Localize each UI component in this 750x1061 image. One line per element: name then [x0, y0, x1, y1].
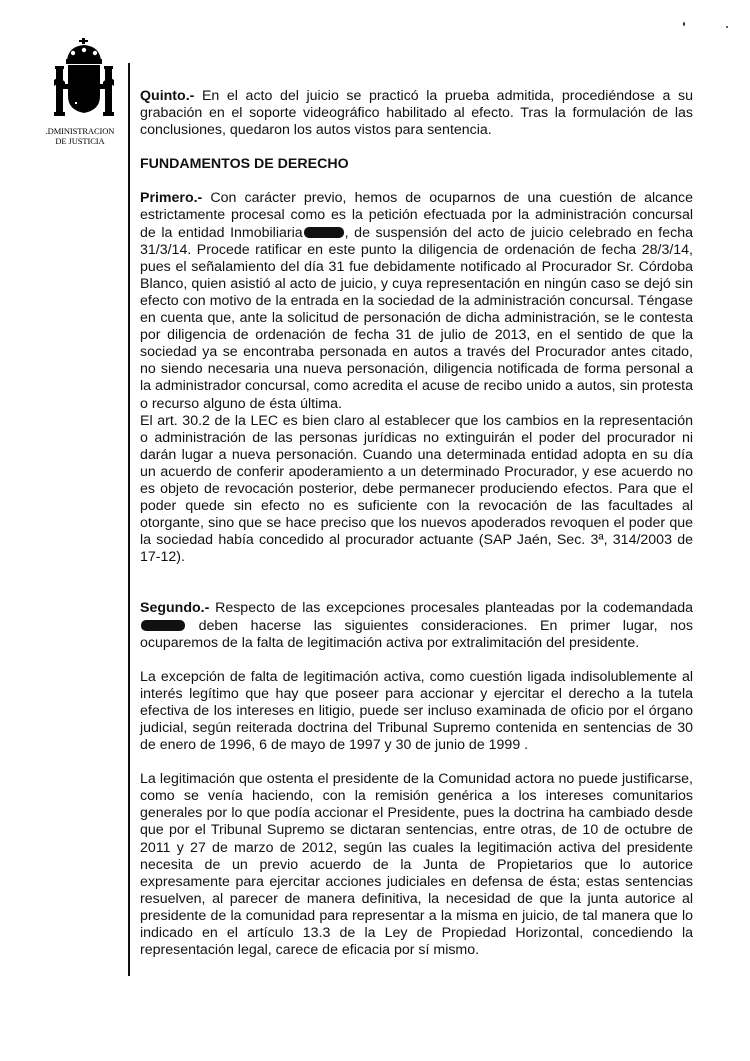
- paragraph-legitimacion-excepcion: La excepción de falta de legitimación activa, como cuestión ligada indisolublemente al interés legítimo que hay que poseer para accionar y ejercitar el derecho a la tutela efectiva de los intereses en litigio, puede ser incluso examinada de oficio por el órgano judicial, según reiterada doctrina del Tribunal Supremo contenida en sentencias de 30 de enero de 1996, 6 de mayo de 1997 y 30 de junio de 1999 .: [140, 668, 693, 754]
- section-label-quinto: Quinto.-: [140, 88, 195, 104]
- scan-speck: [726, 26, 728, 28]
- paragraph-quinto: [140, 88, 693, 139]
- paragraph-text: En el acto del juicio se practicó la prueba admitida, procediéndose a su grabación en el soporte videográfico habilitado al efecto. Tras la formulación de las conclusiones, quedaron los autos vistos para sentencia.: [140, 88, 693, 139]
- coat-of-arms-icon: [49, 38, 119, 123]
- redaction-mark: [141, 620, 185, 631]
- paragraph-art-30-2: El art. 30.2 de la LEC es bien claro al establecer que los cambios en la representación o administración de las personas jurídicas no extinguirán el poder del procurador ni darán lugar a nueva personación. Cuando una determinada entidad adopta en su día un acuerdo de conferir apoderamiento a un determinado Procurador, y ese acuerdo no es objeto de revocación posterior, debe permanecer produciendo efectos. Para que el poder quede sin efecto no es suficiente con la revocación de las facultades al otorgante, sino que se hace preciso que los nuevos apoderados revoquen el poder que la sociedad había concedido al procurador actuante (SAP Jaén, Sec. 3ª, 314/2003 de 17-12).: [140, 412, 693, 566]
- section-label-segundo: Segundo.-: [140, 600, 210, 617]
- institution-logo: [38, 38, 128, 153]
- institution-name: [38, 126, 122, 146]
- redaction-mark: [304, 227, 344, 238]
- paragraph-segundo: [140, 600, 693, 651]
- paragraph-text: deben hacerse las siguientes consideraciones. En primer lugar, nos ocuparemos de la falta de legitimación activa por extralimitación del presidente.: [140, 617, 693, 651]
- document-body: [140, 88, 693, 959]
- section-label-primero: Primero.-: [140, 190, 203, 207]
- section-heading: FUNDAMENTOS DE DERECHO: [140, 156, 349, 173]
- scan-speck: [683, 22, 685, 26]
- paragraph-legitimacion-presidente: La legitimación que ostenta el presidente de la Comunidad actora no puede justificarse, como se venía haciendo, con la remisión genérica a los intereses comunitarios generales por lo que podía accionar el Presidente, pues la doctrina ha cambiado desde que por el Tribunal Supremo se dictaran sentencias, entre otras, de 10 de octubre de 2011 y 27 de marzo de 2012, según las cuales la legitimación activa del presidente necesita de un previo acuerdo de la Junta de Propietarios que lo autorice expresamente para ejercitar acciones judiciales en defensa de ésta; estas sentencias resuelven, al parecer de manera definitiva, la necesidad de que la junta autorice al presidente de la comunidad para representar a la misma en juicio, de tal manera que lo indicado en el artículo 13.3 de la Ley de Propiedad Horizontal, concediendo la representación legal, carece de eficacia por sí mismo.: [140, 771, 693, 959]
- paragraph-text: , de suspensión del acto de juicio celebrado en fecha 31/3/14. Procede ratificar en este punto la diligencia de ordenación de fecha 28/3/14, pues el señalamiento del día 31 fue debidamente notificado al Procurador Sr. Córdoba Blanco, quien asistió al acto de juicio, y cuya representación en ningún caso se dejó sin efecto con motivo de la entrada en la sociedad de la administración concursal. Téngase en cuenta que, ante la solicitud de personación de dicha administración, se le contesta por diligencia de ordenación de fecha 31 de julio de 2013, en el sentido de que la sociedad ya se encontraba personada en autos a través del Procurador antes citado, no siendo necesaria una nueva personación, diligencia notificada de forma personal a la administrador concursal, como acredita el acuse de recibo unido a autos, sin protesta o recurso alguno de ésta última.: [140, 224, 693, 412]
- institution-line-1: .DMINISTRACION: [45, 126, 115, 136]
- margin-rule: [128, 63, 130, 976]
- institution-line-2: DE JUSTICIA: [55, 136, 105, 146]
- paragraph-text: Respecto de las excepciones procesales planteadas por la codemandada: [209, 600, 693, 617]
- paragraph-text: Con carácter previo, hemos de ocuparnos de una cuestión de alcance estrictamente procesal como es la petición efectuada por la administración concursal de la entidad Inmobiliaria: [140, 190, 693, 241]
- paragraph-primero: [140, 190, 693, 412]
